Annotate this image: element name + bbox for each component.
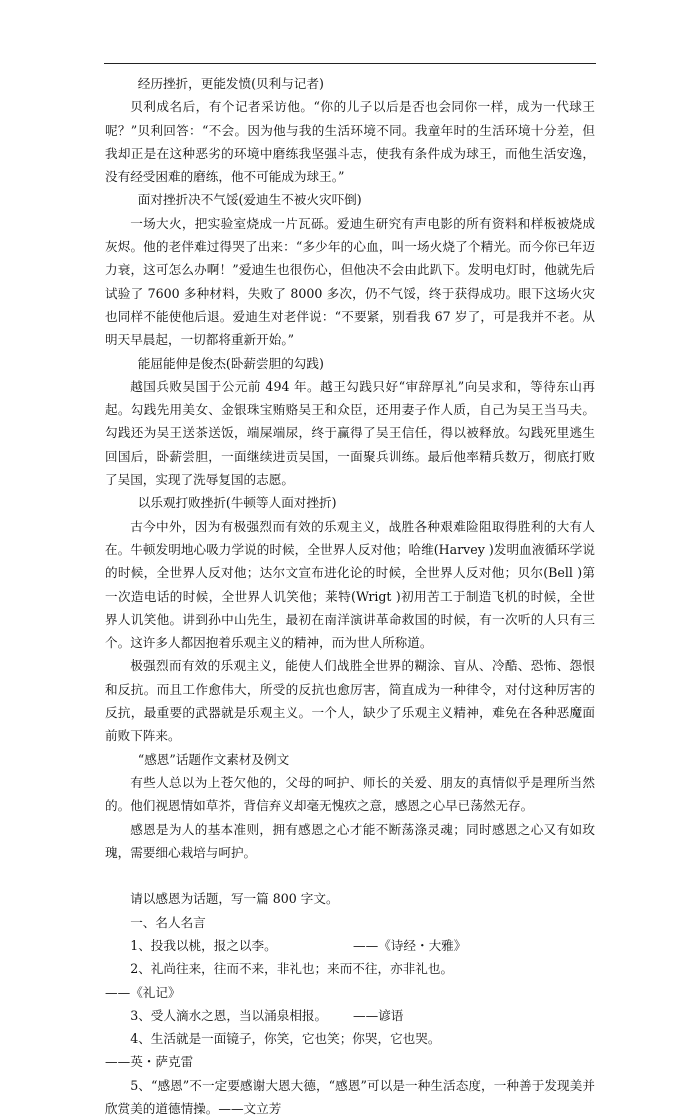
blank-line	[105, 864, 595, 887]
quote-4-source: ——英・萨克雷	[105, 1054, 194, 1070]
quote-2-text: 2、礼尚往来，往而不来，非礼也；来而不往，亦非礼也。	[130, 961, 454, 977]
quote-text: 1、投我以桃，报之以李。	[130, 937, 277, 953]
paragraph: 一场大火，把实验室烧成一片瓦砾。爱迪生研究有声电影的所有资料和样板被烧成灰烬。他的老伴难过得哭了出来：“多少年的心血，叫一场火烧了个精光。而今你已年迈力衰，这可怎么办啊！”爱迪生也很伤心，但他决不会由此趴下。发明电灯时，他就先后试验了 7600 多种材料，失败了 8000 多次，仍不气馁，终于获得成功。眼下这场火灾也同样不能使他后退。爱迪生对老伴说：“不要紧，别看我 67 岁了，可是我并不老。从明天早晨起，一切都将重新开始。”	[105, 215, 595, 348]
paragraph: 贝利成名后，有个记者采访他。“你的儿子以后是否也会同你一样，成为一代球王呢？”贝利回答：“不会。因为他与我的生活环境不同。我童年时的生活环境十分差，但我却正是在这种恶劣的环境中磨练我坚强斗志，使我有条件成为球王，而他生活安逸，没有经受困难的磨练，他不可能成为球王。”	[105, 99, 595, 185]
quote-5-text: 5、“感恩”不一定要感谢大恩大德，“感恩”可以是一种生活态度，一种善于发现美并欣赏美的道德情操。——文立芳	[105, 1077, 595, 1117]
section-heading: 面对挫折决不气馁(爱迪生不被火灾吓倒)	[137, 192, 362, 208]
quote-source: ——谚语	[353, 1007, 404, 1023]
paragraph: 越国兵败吴国于公元前 494 年。越王勾践只好“审辞厚礼”向吴求和，等待东山再起。勾践先用美女、金银珠宝贿赂吴王和众臣，还用妻子作人质，自己为吴王当马夫。勾践还为吴王送茶送饭，端屎端尿，终于赢得了吴王信任，得以被释放。勾践死里逃生回国后，卧薪尝胆，一面继续进贡吴国，一面聚兵训练。最后他率精兵数万，彻底打败了吴国，实现了洗辱复国的志愿。	[105, 378, 595, 488]
paragraph: 古今中外，因为有极强烈而有效的乐观主义，战胜各种艰难险阻取得胜利的大有人在。牛顿发明地心吸力学说的时候，全世界人反对他；哈维(Harvey )发明血液循环学说的时候，全世界人反对他；达尔文宣布进化论的时候，全世界人反对他；贝尔(Bell )第一次造电话的时候，全世界人讥笑他；莱特(Wrigt )初用苦工于制造飞机的时候，全世界人讥笑他。讲到孙中山先生，最初在南洋演讲革命救国的时候，有一次听的人只有三个。这许多人都因抱着乐观主义的精神，而为世人所称道。	[105, 518, 595, 651]
quote-2-source: ——《礼记》	[105, 984, 181, 1000]
quote-1	[105, 934, 595, 957]
header-rule	[104, 63, 596, 64]
quote-source: ——《诗经・大雅》	[353, 937, 467, 953]
section-heading: “感恩”话题作文素材及例文	[137, 751, 290, 767]
paragraph: 极强烈而有效的乐观主义，能使人们战胜全世界的糊涂、盲从、冷酷、恐怖、怨恨和反抗。而且工作愈伟大，所受的反抗也愈厉害，简直成为一种律令，对付这种厉害的反抗，最重要的武器就是乐观主义。一个人，缺少了乐观主义精神，难免在各种恶魔面前败下阵来。	[105, 658, 595, 744]
section-heading: 经历挫折，更能发愤(贝利与记者)	[137, 76, 324, 91]
section-heading: 以乐观打败挫折(牛顿等人面对挫折)	[137, 495, 337, 511]
writing-task: 请以感恩为话题，写一篇 800 字文。	[130, 891, 339, 907]
quote-4-text: 4、生活就是一面镜子，你笑，它也笑；你哭，它也哭。	[130, 1031, 441, 1047]
paragraph: 有些人总以为上苍欠他的，父母的呵护、师长的关爱、朋友的真情似乎是理所当然的。他们视恩情如草芥，背信弃义却毫无愧疚之意，感恩之心早已荡然无存。	[105, 774, 595, 814]
quote-text: 3、受人滴水之恩，当以涌泉相报。	[130, 1007, 328, 1023]
paragraph: 感恩是为人的基本准则，拥有感恩之心才能不断荡涤灵魂；同时感恩之心又有如玫瑰，需要细心栽培与呵护。	[105, 821, 595, 860]
section-heading: 能屈能伸是俊杰(卧薪尝胆的勾践)	[137, 355, 324, 371]
document-body	[105, 72, 595, 1120]
quotes-heading: 一、名人名言	[130, 914, 206, 930]
quote-3	[105, 1004, 595, 1027]
